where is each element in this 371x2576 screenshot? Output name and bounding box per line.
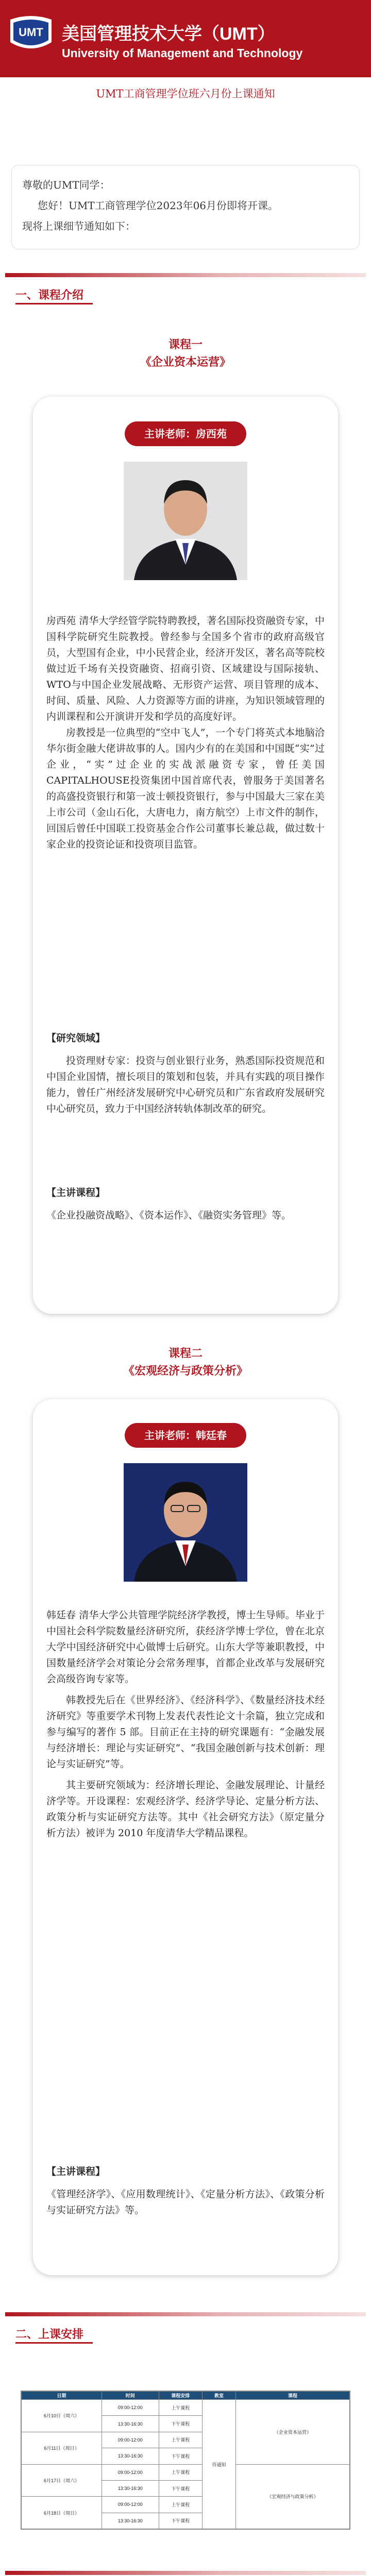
- course1-card: [33, 397, 338, 1314]
- table-cell: 下午课程: [159, 2513, 202, 2529]
- greeting-line: 您好！UMT工商管理学位2023年06月份即将开课。: [38, 199, 279, 212]
- schedule-table: [21, 2391, 350, 2530]
- bio-paragraph: 房教授是一位典型的“空中飞人”，一个专门将英式本地脑洽华尔街金融大佬讲故事的人。国内少有的在美国和中国既“实”过企业，“实”过企业的实战派融资专家，曾任美国CAPITALHOUSE投资集团中国首席代表，曾服务于美国著名的高盛投资银行和第一波士顿投资银行，参与中国最大三家在美上市公司（金山石化，大唐电力，南方航空）上市文件的制作，回国后曾任中国联工投资基金合作公司董事长兼总裁，做过数十家企业的投资论证和投资项目监管。: [46, 727, 325, 850]
- table-cell: 09:00-12:00: [102, 2497, 159, 2513]
- column-header: 课程: [236, 2392, 350, 2400]
- courses-paragraph: 《管理经济学》、《应用数理统计》、《定量分析方法》、《政策分析与实证研究方法》等。: [46, 2189, 325, 2216]
- lecturer-photo: [124, 1463, 247, 1582]
- table-cell: 上午课程: [159, 2497, 202, 2513]
- table-cell: 下午课程: [159, 2448, 202, 2464]
- course1-bio: [46, 613, 325, 853]
- column-header: 教室: [203, 2392, 236, 2400]
- table-cell: 6月18日（周日）: [22, 2497, 102, 2529]
- university-logo: [7, 14, 55, 55]
- section-title: 二、上课安排: [15, 2328, 84, 2341]
- table-cell: 上午课程: [159, 2432, 202, 2448]
- lecturer-photo: [124, 462, 247, 580]
- table-cell: 13:30-16:30: [102, 2513, 159, 2529]
- greeting-line: 现将上课细节通知如下：: [22, 220, 136, 232]
- logo-text: UMT: [19, 26, 43, 39]
- bio-paragraph: 其主要研究领域为：经济增长理论、金融发展理论、计量经济学等。开设课程：宏观经济学、经济学导论、定量分析方法、政策分析与实证研究方法等。其中《社会研究方法》（原定量分析方法）被评为 2010 年度清华大学精品课程。: [46, 1780, 325, 1839]
- courses-paragraph: 《企业投融资战略》、《资本运作》、《融资实务管理》等。: [46, 1210, 292, 1221]
- courses-text: [46, 2187, 325, 2218]
- university-name-cn: 美国管理技术大学（UMT）: [62, 24, 275, 44]
- section-header-email: [5, 2571, 366, 2576]
- university-name-en: University of Management and Technology: [62, 46, 303, 60]
- column-header: 时间: [102, 2392, 159, 2400]
- course1-title: [0, 336, 371, 371]
- section-title: 一、课程介绍: [15, 289, 84, 301]
- table-cell: 下午课程: [159, 2480, 202, 2496]
- notice-subtitle: UMT工商管理学位班六月份上课通知: [96, 88, 275, 100]
- bio-paragraph: 房西苑 清华大学经管学院特聘教授，著名国际投资融资专家，中国科学院研究生院教授。曾经参与全国多个省市的政府高级官员，大型国有企业，中小民营企业，经济开发区，著名高等院校做过近千场有关投资融资、招商引资、区域建设与国际接轨、WTO与中国企业发展战略、无形资产运营、项目管理的成本、时间、质量、风险、人力资源等方面的讲座，为知识领域管理的内训课程和公开演讲开发和学员的高度好评。: [46, 615, 325, 722]
- table-cell: 下午课程: [159, 2416, 202, 2432]
- lecturer-badge: 主讲老师：韩廷春: [125, 1423, 246, 1448]
- table-cell: 13:30-16:30: [102, 2416, 159, 2432]
- table-cell: 《宏观经济与政策分析》: [236, 2464, 350, 2529]
- table-cell: 09:00-12:00: [102, 2400, 159, 2416]
- section-header-schedule: [5, 2312, 366, 2344]
- course-name: 《宏观经济与政策分析》: [123, 1364, 248, 1378]
- table-cell: 09:00-12:00: [102, 2464, 159, 2480]
- lecturer-badge: 主讲老师：房西苑: [125, 421, 246, 446]
- table-cell: 上午课程: [159, 2400, 202, 2416]
- course2-title: [0, 1345, 371, 1380]
- table-cell: 09:00-12:00: [102, 2432, 159, 2448]
- greeting-line: 尊敬的UMT同学：: [22, 179, 110, 191]
- course2-bio: [46, 1607, 325, 1841]
- table-row: [22, 2400, 350, 2416]
- bio-paragraph: 韩廷春 清华大学公共管理学院经济学教授，博士生导师。毕业于中国社会科学院数量经济研究所，获经济学博士学位，曾在北京大学中国经济研究中心做博士后研究。山东大学等兼职教授，中国数量经济学会对策论分会常务理事，首都企业改革与发展研究会高级咨询专家等。: [46, 1609, 325, 1685]
- table-cell: 6月10日（周六）: [22, 2400, 102, 2432]
- courses-text: [46, 1208, 325, 1224]
- course-name: 《企业资本运营》: [140, 355, 231, 369]
- column-header: 课程安排: [159, 2392, 202, 2400]
- research-text: [46, 1053, 325, 1117]
- course-number: 课程一: [168, 338, 203, 351]
- column-header: 日期: [22, 2392, 102, 2400]
- section-header-course-intro: [5, 273, 366, 305]
- bio-paragraph: 韩教授先后在《世界经济》、《经济科学》、《数量经济技术经济研究》等重要学术刊物上发表代表性论文十余篇，独立完成和参与编写的著作 5 部。目前正在主持的研究课题有：“金融发展与经济增长：理论与实证研究”、“我国金融创新与技术创新：理论与实证研究”等。: [46, 1694, 325, 1770]
- table-cell: 13:30-16:30: [102, 2448, 159, 2464]
- table-header-row: [22, 2392, 350, 2400]
- research-heading: 【研究领域】: [46, 1032, 106, 1044]
- table-row: [22, 2464, 350, 2480]
- research-paragraph: 投资理财专家：投资与创业银行业务，熟悉国际投资规范和中国企业国情，擅长项目的策划和包装，并具有实践的项目操作能力，曾任广州经济发展研究中心研究员和广东省政府发展研究中心研究员，致力于中国经济转轨体制改革的研究。: [46, 1055, 325, 1114]
- table-cell: 6月11日（周日）: [22, 2432, 102, 2464]
- greeting-box: [11, 165, 360, 249]
- course-number: 课程二: [168, 1347, 203, 1360]
- courses-heading: 【主讲课程】: [46, 2166, 106, 2177]
- courses-heading: 【主讲课程】: [46, 1187, 106, 1198]
- table-cell: 上午课程: [159, 2464, 202, 2480]
- table-cell: 6月17日（周六）: [22, 2464, 102, 2497]
- table-cell: 待通知: [203, 2400, 236, 2529]
- course2-card: [33, 1399, 338, 2275]
- table-cell: 《企业资本运营》: [236, 2400, 350, 2465]
- table-cell: 13:30-16:30: [102, 2480, 159, 2496]
